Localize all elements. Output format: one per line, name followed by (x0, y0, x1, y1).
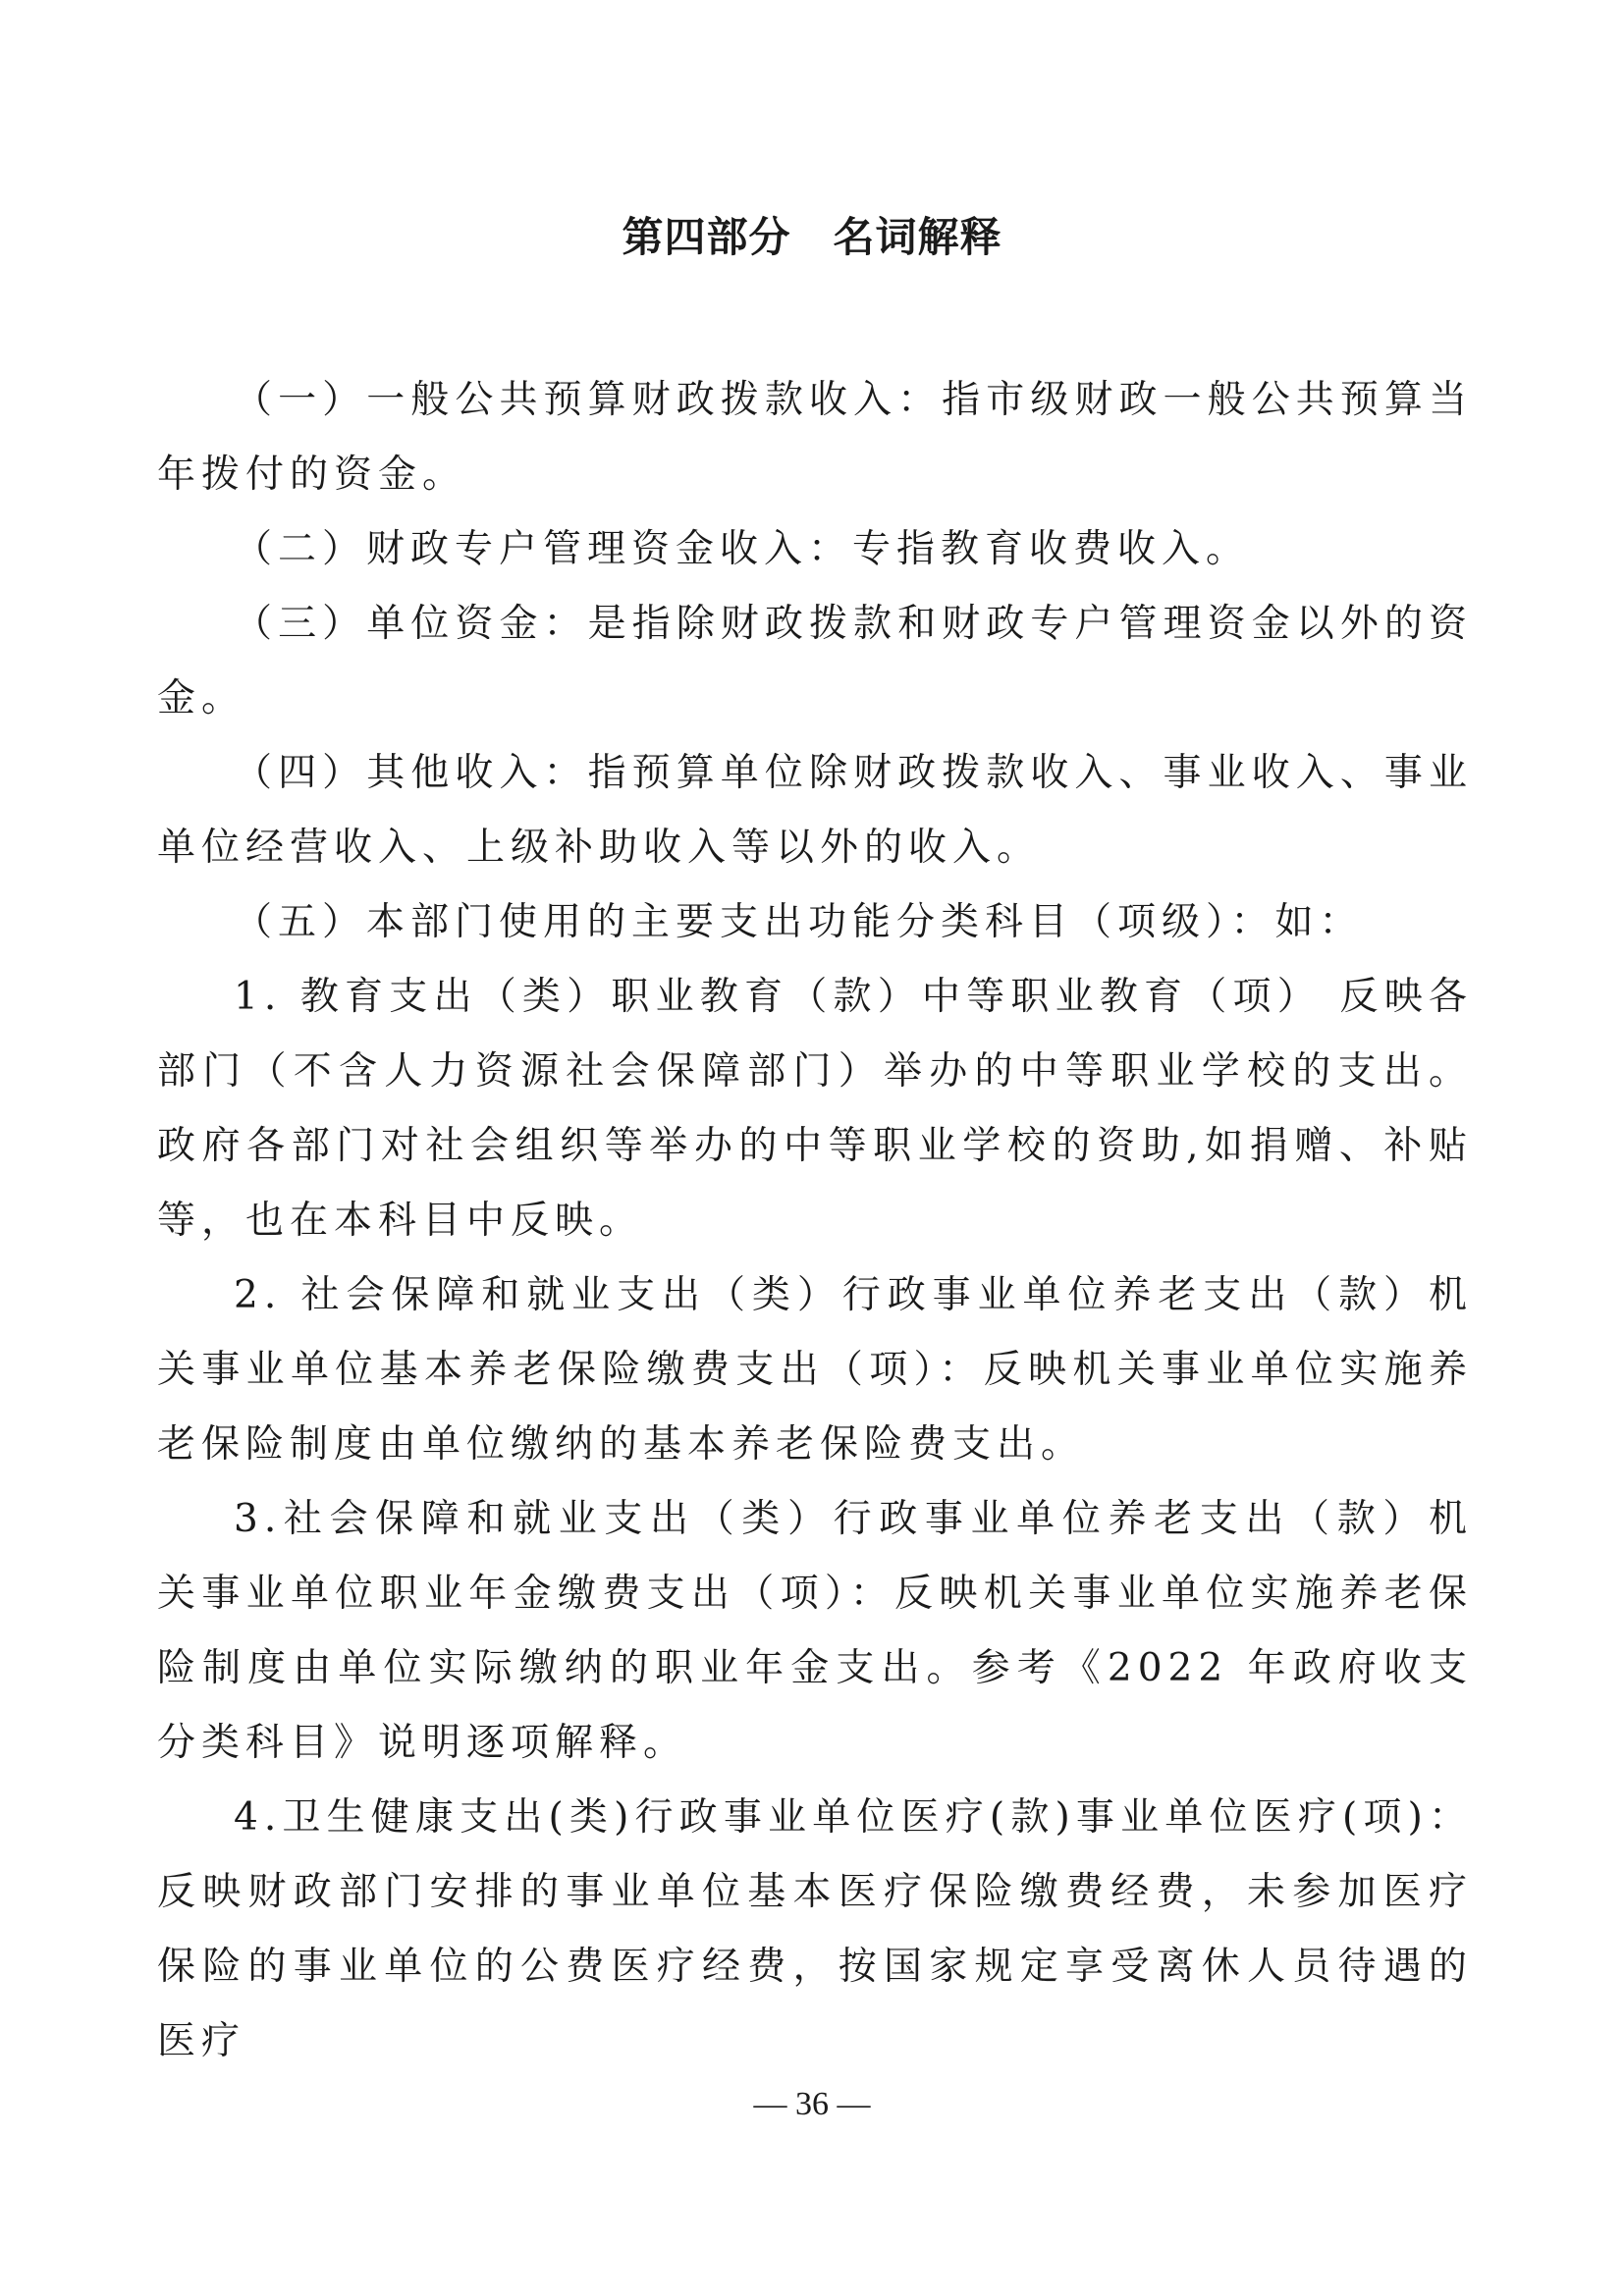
page-title: 第四部分 名词解释 (622, 213, 1002, 261)
paragraph-other-income: （四）其他收入：指预算单位除财政拨款收入、事业收入、事业单位经营收入、上级补助收入等以外的收入。 (157, 751, 1473, 870)
paragraph-item-1-vocational-education: 1. 教育支出（类）职业教育（款）中等职业教育（项） 反映各部门（不含人力资源社会保障部门）举办的中等职业学校的支出。政府各部门对社会组织等举办的中等职业学校的资助,如捐赠、补贴等，也在本科目中反映。 (157, 975, 1473, 1243)
paragraph-item-3-occupational-annuity: 3.社会保障和就业支出（类）行政事业单位养老支出（款）机关事业单位职业年金缴费支出（项）：反映机关事业单位实施养老保险制度由单位实际缴纳的职业年金支出。参考《2022 年政府收支分类科目》说明逐项解释。 (157, 1497, 1473, 1765)
paragraph-special-account-income: （二）财政专户管理资金收入：专指教育收费收入。 (234, 527, 1251, 571)
paragraph-expenditure-categories: （五）本部门使用的主要支出功能分类科目（项级）：如： (234, 900, 1364, 944)
paragraph-item-4-medical: 4.卫生健康支出(类)行政事业单位医疗(款)事业单位医疗(项)：反映财政部门安排的事业单位基本医疗保险缴费经费，未参加医疗保险的事业单位的公费医疗经费，按国家规定享受离休人员待遇的医疗 (157, 1795, 1473, 2063)
page-number: — 36 — (753, 2086, 871, 2122)
document-body (157, 363, 1473, 2079)
paragraph-general-budget-income: （一）一般公共预算财政拨款收入：指市级财政一般公共预算当年拨付的资金。 (157, 378, 1473, 497)
paragraph-item-2-pension-insurance: 2. 社会保障和就业支出（类）行政事业单位养老支出（款）机关事业单位基本养老保险缴费支出（项）：反映机关事业单位实施养老保险制度由单位缴纳的基本养老保险费支出。 (157, 1273, 1473, 1467)
paragraph-unit-funds: （三）单位资金：是指除财政拨款和财政专户管理资金以外的资金。 (157, 602, 1473, 721)
